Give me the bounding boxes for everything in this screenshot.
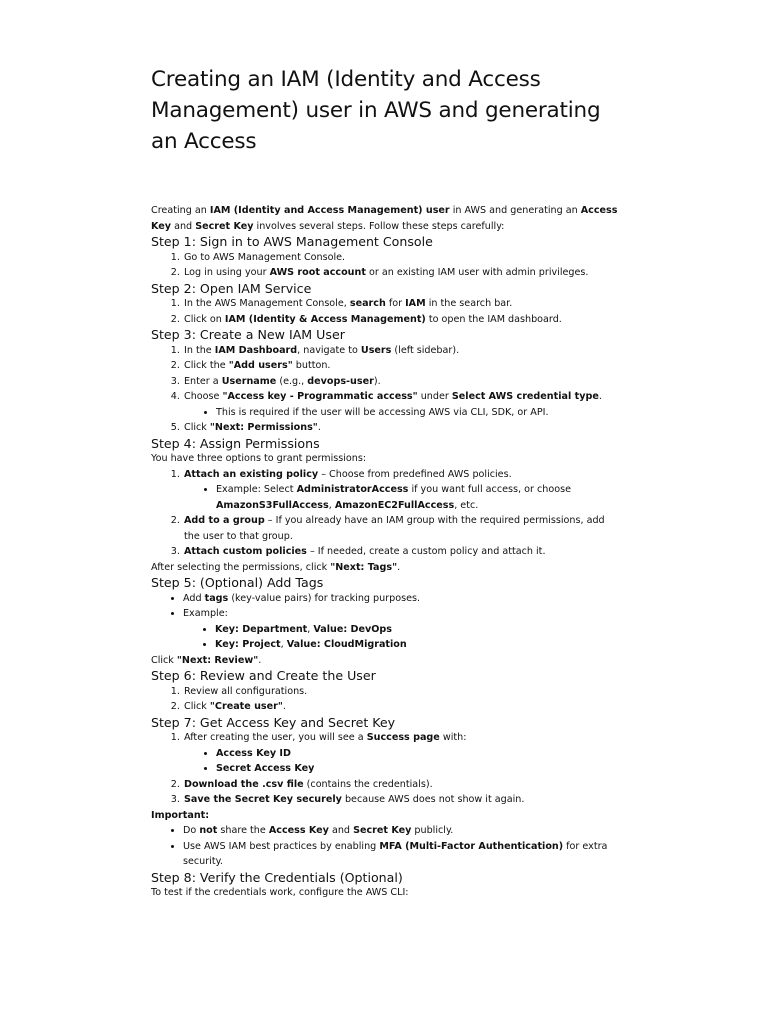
step6-list xyxy=(151,684,621,715)
item-text: under xyxy=(417,391,452,402)
item-text: Log in using your xyxy=(184,267,270,278)
intro-paragraph xyxy=(151,203,621,234)
item-text: Example: Select xyxy=(216,484,297,495)
document-body xyxy=(151,203,621,901)
item-bold: AmazonS3FullAccess xyxy=(216,499,329,511)
sub-list xyxy=(184,482,621,513)
list-item xyxy=(183,296,621,312)
item-text: After selecting the permissions, click xyxy=(151,561,331,573)
intro-bold: Access Key xyxy=(151,205,618,232)
item-bold: Attach custom policies xyxy=(184,546,307,557)
sub-list xyxy=(183,622,621,653)
step8-heading: Step 8: Verify the Credentials (Optional) xyxy=(151,869,403,885)
step6-heading: Step 6: Review and Create the User xyxy=(151,668,376,683)
item-text: Click xyxy=(184,422,210,433)
step5-list xyxy=(151,591,621,653)
intro-text: in AWS and generating an xyxy=(449,205,581,216)
item-text: , xyxy=(280,639,287,650)
item-bold: Save the Secret Key securely xyxy=(184,794,342,805)
item-bold: IAM Dashboard xyxy=(214,344,298,356)
step5-heading: Step 5: (Optional) Add Tags xyxy=(151,575,324,590)
step5-after xyxy=(151,653,621,669)
list-item xyxy=(183,839,621,870)
item-bold: Key: Department xyxy=(215,623,308,635)
step4-heading: Step 4: Assign Permissions xyxy=(151,435,320,451)
item-text: , etc. xyxy=(454,499,479,511)
list-item xyxy=(183,591,621,607)
item-text: share the xyxy=(217,825,269,836)
item-text: – If needed, create a custom policy and attach it. xyxy=(306,546,546,557)
item-text: In the xyxy=(184,344,215,356)
item-bold: Success page xyxy=(366,732,440,743)
item-bold: AdministratorAccess xyxy=(296,484,409,495)
item-bold: not xyxy=(199,825,218,836)
item-bold: IAM (Identity & Access Management) xyxy=(224,313,426,325)
item-bold: Secret Key xyxy=(353,825,412,836)
item-text: (left sidebar). xyxy=(391,344,460,356)
list-item xyxy=(183,312,621,328)
list-item xyxy=(183,420,621,436)
sub-list xyxy=(184,405,621,421)
item-bold: Add to a group xyxy=(184,515,265,526)
item-text: After creating the user, you will see a xyxy=(184,732,367,743)
item-text: or an existing IAM user with admin privileges. xyxy=(365,267,589,278)
item-text: button. xyxy=(292,360,331,371)
sub-list-item xyxy=(215,637,621,653)
item-bold: "Next: Review" xyxy=(176,654,259,666)
item-text: Add xyxy=(183,592,205,604)
step3-list xyxy=(151,343,621,436)
item-text: Example: xyxy=(183,608,228,619)
item-text: in the search bar. xyxy=(425,298,513,309)
item-bold: devops-user xyxy=(307,375,374,387)
step7-list xyxy=(151,730,621,808)
item-text: because AWS does not show it again. xyxy=(341,794,525,805)
item-bold: search xyxy=(349,298,386,309)
sub-list-item xyxy=(215,622,621,638)
item-bold: Users xyxy=(360,344,392,356)
item-text: for extra security. xyxy=(183,840,608,867)
sub-list-item xyxy=(216,761,621,777)
intro-text: and xyxy=(171,220,196,232)
item-bold: Value: CloudMigration xyxy=(286,639,407,650)
intro-text: involves several steps. Follow these steps carefully: xyxy=(253,220,505,232)
step1-list xyxy=(151,250,621,281)
item-bold: tags xyxy=(204,592,229,604)
step1-heading: Step 1: Sign in to AWS Management Console xyxy=(151,234,433,249)
item-bold: "Next: Tags" xyxy=(330,561,398,573)
list-item xyxy=(183,513,621,544)
item-bold: AmazonEC2FullAccess xyxy=(334,499,455,511)
item-bold: "Next: Permissions" xyxy=(209,422,318,433)
item-text: to open the IAM dashboard. xyxy=(425,313,562,325)
intro-text: Creating an xyxy=(151,205,210,216)
intro-bold: IAM (Identity and Access Management) user xyxy=(209,205,450,216)
item-bold: Key: Project xyxy=(215,639,281,650)
list-item xyxy=(183,544,621,560)
item-text: (contains the credentials). xyxy=(303,778,433,790)
item-text: Go to AWS Management Console. xyxy=(184,251,346,263)
step3-heading: Step 3: Create a New IAM User xyxy=(151,327,345,342)
item-bold: AWS root account xyxy=(269,267,366,278)
item-text: . xyxy=(317,422,321,433)
page-title: Creating an IAM (Identity and Access Management) user in AWS and generating an Access xyxy=(151,67,601,154)
item-text: , navigate to xyxy=(297,344,361,356)
item-bold: Attach an existing policy xyxy=(184,468,319,480)
item-bold: "Create user" xyxy=(209,701,283,712)
item-bold: MFA (Multi-Factor Authentication) xyxy=(379,840,564,852)
item-text: . xyxy=(598,391,602,402)
step2-heading: Step 2: Open IAM Service xyxy=(151,280,312,296)
item-text: Choose xyxy=(184,391,223,402)
item-bold: Access Key xyxy=(268,825,329,836)
item-bold: "Add users" xyxy=(228,360,293,371)
item-text: if you want full access, or choose xyxy=(408,484,571,495)
sub-list xyxy=(184,746,621,777)
list-item xyxy=(183,358,621,374)
item-bold: IAM xyxy=(405,298,426,309)
item-text: Use AWS IAM best practices by enabling xyxy=(183,840,380,852)
sub-list-item xyxy=(216,746,621,762)
item-text: . xyxy=(258,654,262,666)
item-text: In the AWS Management Console, xyxy=(184,298,350,309)
item-text: Enter a xyxy=(184,375,222,387)
item-text: Click on xyxy=(184,313,225,325)
item-text: ). xyxy=(373,375,381,387)
item-text: (e.g., xyxy=(276,375,308,387)
item-bold: Username xyxy=(221,375,277,387)
list-item xyxy=(183,606,621,653)
item-bold: Secret Access Key xyxy=(216,763,315,774)
item-text: – If you already have an IAM group with the required permissions, add the user to that group. xyxy=(184,515,605,542)
step2-list xyxy=(151,296,621,327)
step4-lead: You have three options to grant permissions: xyxy=(151,453,367,464)
item-bold: Access Key ID xyxy=(216,747,291,759)
list-item xyxy=(183,265,621,281)
list-item xyxy=(183,823,621,839)
important-label xyxy=(151,808,621,824)
list-item xyxy=(183,467,621,514)
sub-list-item xyxy=(216,482,621,513)
item-text: publicly. xyxy=(411,825,454,836)
item-bold: Value: DevOps xyxy=(313,623,393,635)
item-text: Click xyxy=(151,654,177,666)
item-text: (key-value pairs) for tracking purposes. xyxy=(228,592,421,604)
important-list xyxy=(151,823,621,870)
list-item xyxy=(183,389,621,420)
item-text: , xyxy=(328,499,335,511)
list-item xyxy=(183,343,621,359)
item-text: with: xyxy=(439,732,467,743)
step4-after xyxy=(151,560,621,576)
step4-list xyxy=(151,467,621,560)
step7-heading: Step 7: Get Access Key and Secret Key xyxy=(151,714,396,730)
item-text: and xyxy=(328,825,354,836)
list-item xyxy=(183,777,621,793)
step8-lead: To test if the credentials work, configure the AWS CLI: xyxy=(151,887,409,898)
sub-list-item: • This is required if the user will be accessing AWS via CLI, SDK, or API. xyxy=(216,405,621,421)
item-bold: Download the .csv file xyxy=(184,778,304,790)
item-text: . xyxy=(397,561,401,573)
item-text: Click the xyxy=(184,360,229,371)
item-text: for xyxy=(385,298,406,309)
item-bold: Important: xyxy=(151,809,210,821)
item-bold: Select AWS credential type xyxy=(451,391,599,402)
item-text: , xyxy=(307,623,314,635)
item-text: Do xyxy=(183,825,200,836)
item-text: . xyxy=(282,701,286,712)
item-text: – Choose from predefined AWS policies. xyxy=(318,468,512,480)
item-bold: "Access key - Programmatic access" xyxy=(222,391,418,402)
list-item: 1. Review all configurations. xyxy=(183,684,621,700)
list-item xyxy=(183,699,621,715)
item-text: Click xyxy=(184,701,210,712)
list-item xyxy=(183,374,621,390)
list-item xyxy=(183,730,621,777)
list-item xyxy=(183,250,621,266)
list-item xyxy=(183,792,621,808)
intro-bold: Secret Key xyxy=(195,220,254,232)
